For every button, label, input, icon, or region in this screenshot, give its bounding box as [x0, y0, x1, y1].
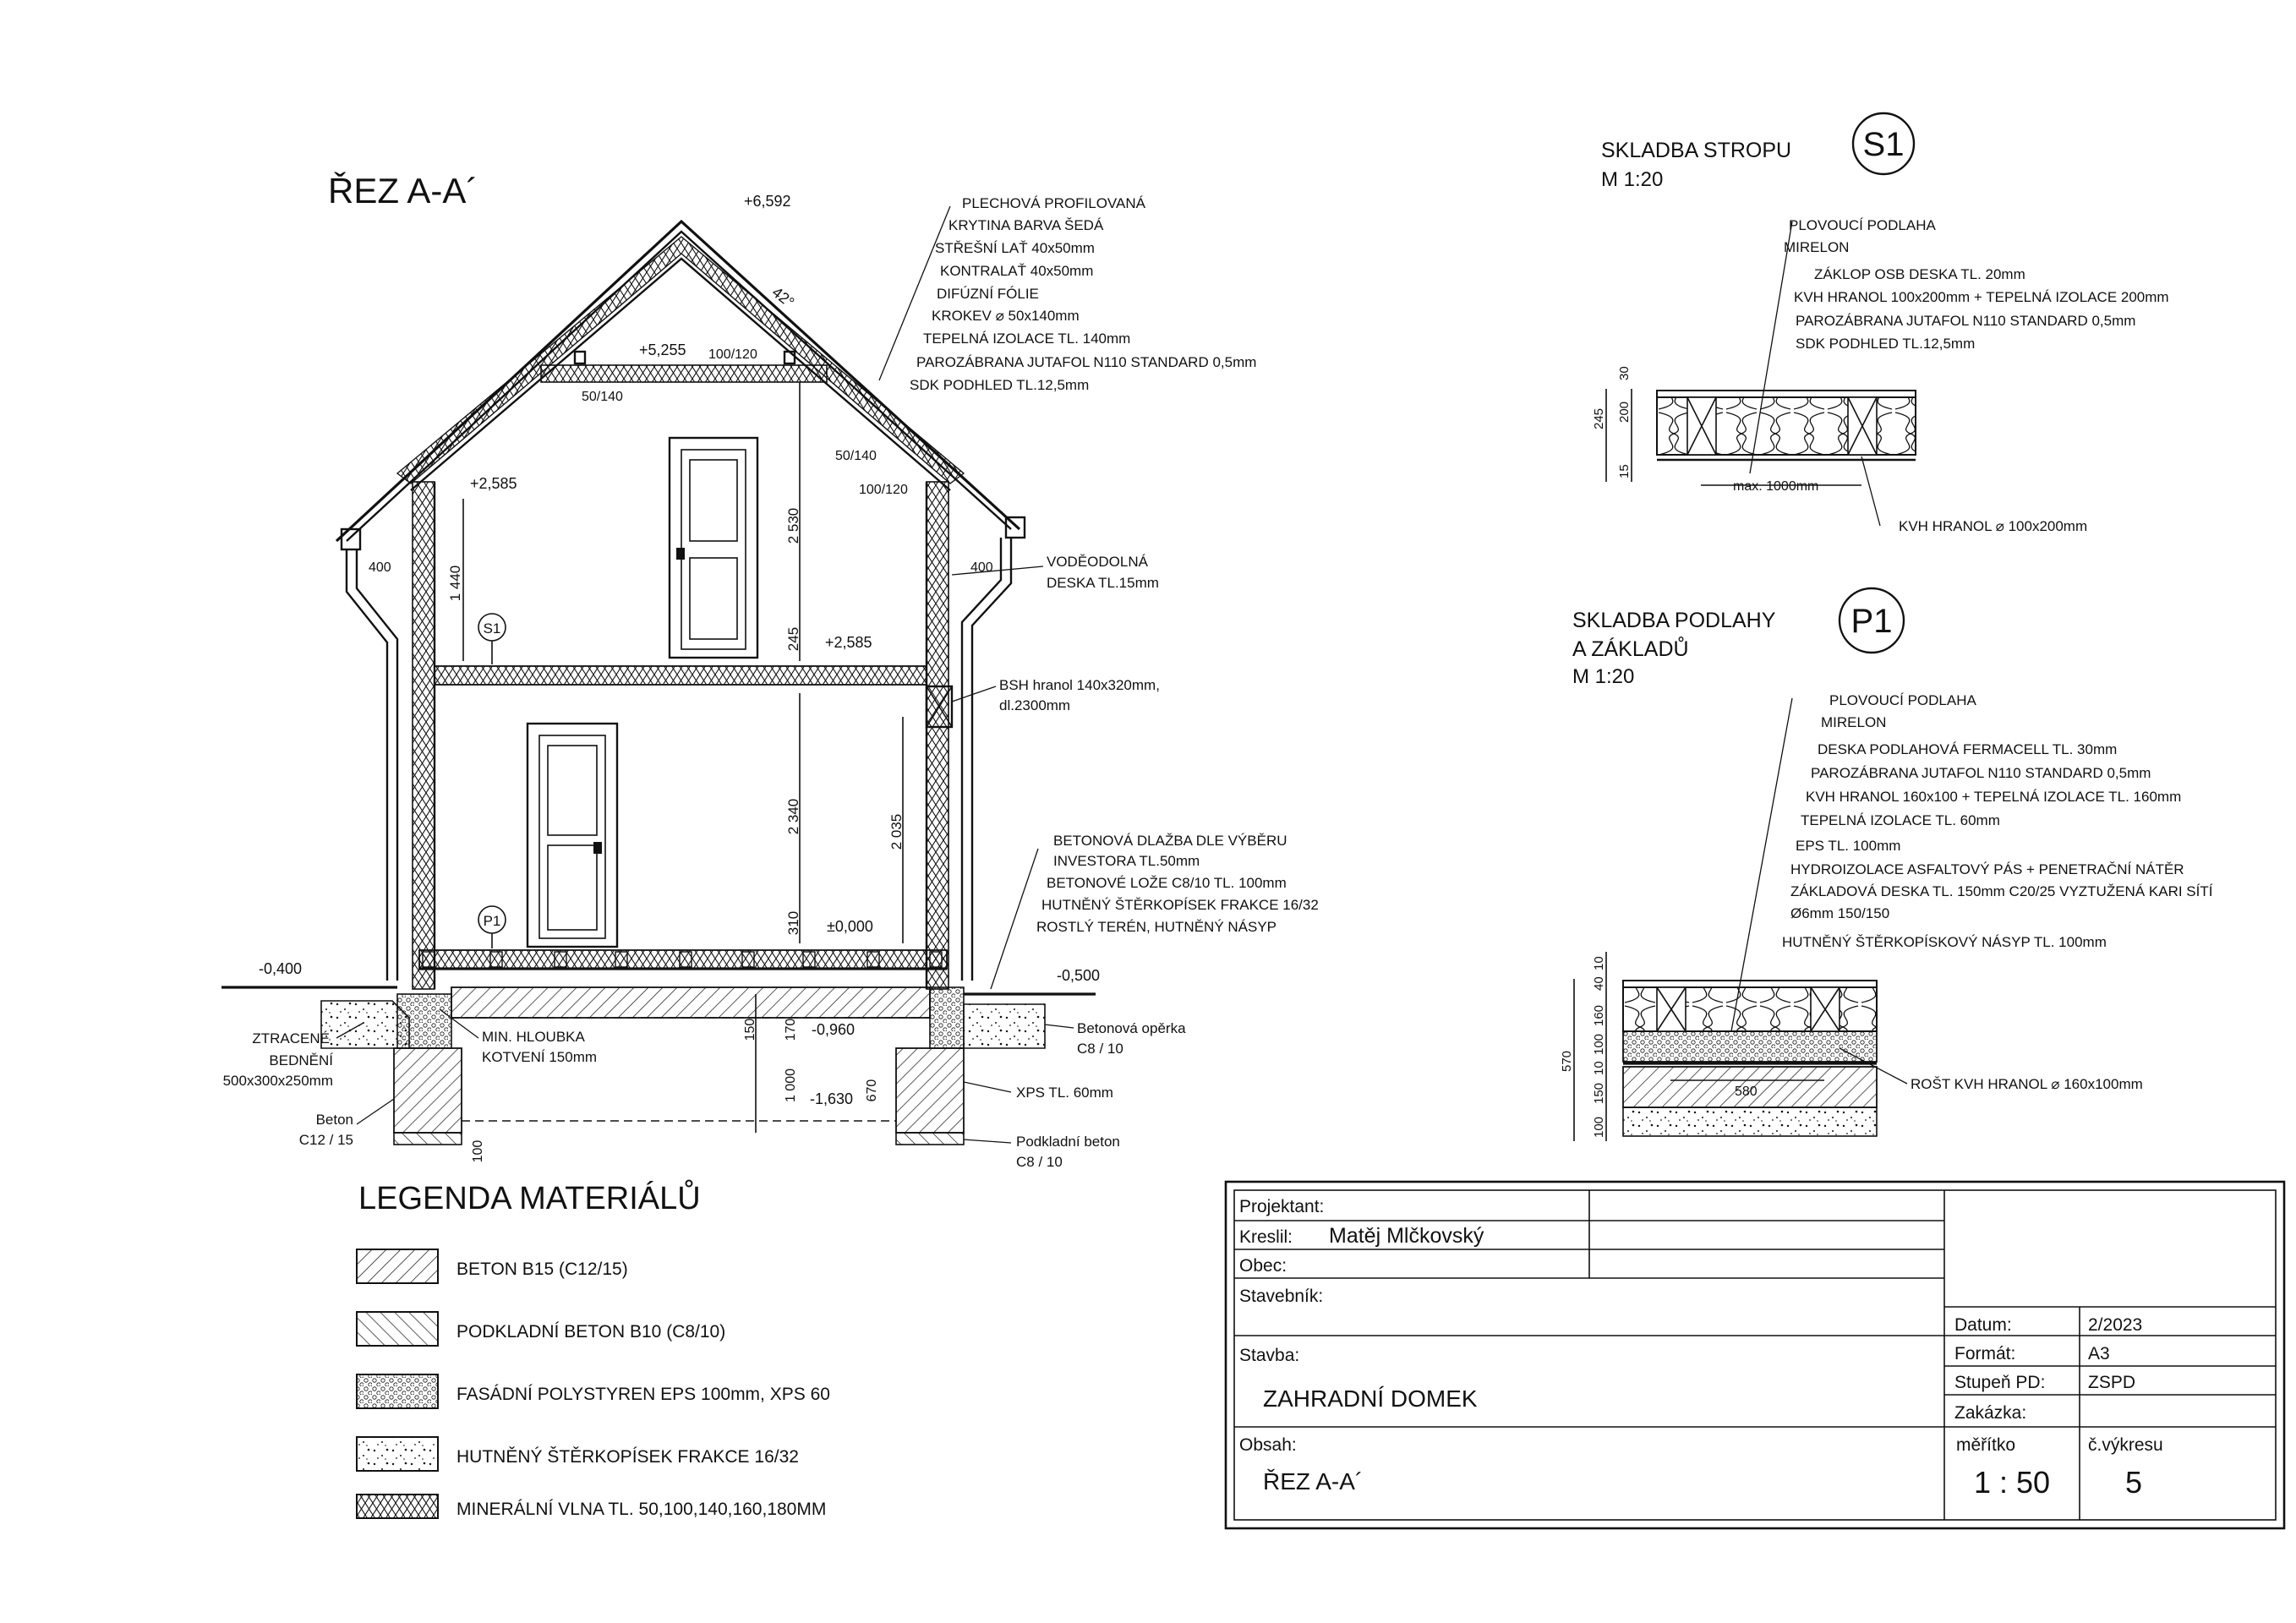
svg-text:Projektant:: Projektant: [1239, 1197, 1325, 1216]
svg-text:Podkladní beton: Podkladní beton [1016, 1134, 1120, 1150]
svg-text:ROSTLÝ TERÉN, HUTNĚNÝ NÁSYP: ROSTLÝ TERÉN, HUTNĚNÝ NÁSYP [1036, 919, 1277, 935]
svg-text:Obsah:: Obsah: [1239, 1435, 1297, 1455]
svg-text:500x300x250mm: 500x300x250mm [222, 1073, 333, 1089]
svg-text:50/140: 50/140 [835, 449, 877, 463]
sheet-number: 5 [2124, 1465, 2143, 1500]
svg-text:15: 15 [1617, 464, 1632, 478]
svg-text:SDK PODHLED TL.12,5mm: SDK PODHLED TL.12,5mm [910, 377, 1090, 393]
svg-text:200: 200 [1617, 401, 1632, 423]
title-block [1226, 1182, 2284, 1528]
left-wall [413, 482, 435, 989]
svg-text:KVH HRANOL ⌀ 100x200mm: KVH HRANOL ⌀ 100x200mm [1899, 518, 2088, 534]
right-wall [927, 482, 948, 989]
svg-text:A ZÁKLADŮ: A ZÁKLADŮ [1572, 637, 1689, 661]
svg-text:Obec:: Obec: [1239, 1256, 1287, 1276]
svg-text:100/120: 100/120 [859, 483, 908, 497]
svg-text:245: 245 [1592, 407, 1606, 429]
svg-text:2 035: 2 035 [888, 813, 905, 850]
svg-text:150: 150 [1592, 1082, 1606, 1104]
svg-text:C8 / 10: C8 / 10 [1077, 1041, 1123, 1057]
svg-text:M 1:20: M 1:20 [1572, 665, 1635, 688]
svg-text:PAROZÁBRANA JUTAFOL N110 STAND: PAROZÁBRANA JUTAFOL N110 STANDARD 0,5mm [1811, 765, 2151, 781]
svg-text:STŘEŠNÍ LAŤ 40x50mm: STŘEŠNÍ LAŤ 40x50mm [935, 240, 1095, 256]
svg-text:XPS TL. 60mm: XPS TL. 60mm [1016, 1085, 1113, 1101]
svg-text:BSH hranol 140x320mm,: BSH hranol 140x320mm, [999, 677, 1160, 693]
svg-text:P1: P1 [1850, 603, 1893, 640]
svg-text:HUTNĚNÝ ŠTĚRKOPÍSEK FRAKCE 16/: HUTNĚNÝ ŠTĚRKOPÍSEK FRAKCE 16/32 [456, 1447, 799, 1467]
project-name: ZAHRADNÍ DOMEK [1263, 1385, 1478, 1412]
svg-text:max. 1000mm: max. 1000mm [1733, 479, 1819, 494]
svg-text:TEPELNÁ IZOLACE TL. 60mm: TEPELNÁ IZOLACE TL. 60mm [1801, 812, 2000, 828]
svg-text:Stavebník:: Stavebník: [1239, 1287, 1324, 1306]
legend-item [357, 1374, 830, 1408]
svg-text:100/120: 100/120 [708, 347, 757, 362]
svg-text:SKLADBA PODLAHY: SKLADBA PODLAHY [1572, 609, 1776, 632]
ceiling-detail [1592, 113, 2169, 534]
svg-text:Datum:: Datum: [1954, 1315, 2012, 1335]
svg-text:DESKA PODLAHOVÁ FERMACELL TL.: DESKA PODLAHOVÁ FERMACELL TL. 30mm [1818, 741, 2118, 757]
svg-text:S1: S1 [483, 620, 501, 637]
svg-text:400: 400 [369, 560, 391, 575]
svg-text:měřítko: měřítko [1956, 1435, 2016, 1455]
svg-text:BETONOVÉ LOŽE C8/10 TL. 100mm: BETONOVÉ LOŽE C8/10 TL. 100mm [1047, 875, 1287, 891]
svg-text:570: 570 [1560, 1050, 1574, 1072]
marker-p1 [478, 906, 506, 948]
author-name: Matěj Mlčkovský [1329, 1224, 1484, 1248]
svg-text:PLECHOVÁ PROFILOVANÁ: PLECHOVÁ PROFILOVANÁ [962, 195, 1145, 211]
svg-text:10: 10 [1592, 956, 1606, 970]
svg-text:2/2023: 2/2023 [2088, 1315, 2143, 1335]
svg-text:EPS TL. 100mm: EPS TL. 100mm [1796, 838, 1901, 854]
legend-item [357, 1312, 725, 1346]
svg-text:KONTRALAŤ 40x50mm: KONTRALAŤ 40x50mm [940, 263, 1094, 279]
attic-ceiling [541, 365, 827, 382]
svg-text:MIRELON: MIRELON [1784, 239, 1850, 255]
section-title: ŘEZ A-A´ [328, 171, 478, 210]
svg-text:HUTNĚNÝ ŠTĚRKOPÍSKOVÝ NÁSYP TL: HUTNĚNÝ ŠTĚRKOPÍSKOVÝ NÁSYP TL. 100mm [1782, 934, 2107, 950]
svg-text:KROKEV ⌀ 50x140mm: KROKEV ⌀ 50x140mm [932, 308, 1080, 324]
svg-text:1 000: 1 000 [784, 1068, 798, 1103]
svg-text:A3: A3 [2088, 1344, 2110, 1363]
svg-text:SDK PODHLED TL.12,5mm: SDK PODHLED TL.12,5mm [1796, 336, 1976, 352]
svg-text:Betonová opěrka: Betonová opěrka [1077, 1020, 1186, 1036]
svg-text:1 440: 1 440 [447, 565, 463, 602]
svg-text:PAROZÁBRANA JUTAFOL N110 STAND: PAROZÁBRANA JUTAFOL N110 STANDARD 0,5mm [1796, 313, 2136, 329]
svg-text:M 1:20: M 1:20 [1601, 168, 1664, 191]
floor-detail [1560, 588, 2213, 1141]
svg-text:dl.2300mm: dl.2300mm [999, 697, 1071, 713]
svg-text:-0,400: -0,400 [259, 960, 303, 977]
marker-s1 [478, 614, 506, 664]
roof-insulation [397, 237, 964, 484]
svg-text:BEDNĚNÍ: BEDNĚNÍ [269, 1052, 333, 1068]
svg-text:Zakázka:: Zakázka: [1954, 1403, 2027, 1423]
svg-text:ZSPD: ZSPD [2088, 1373, 2136, 1392]
svg-text:+5,255: +5,255 [639, 342, 686, 358]
legend-title: LEGENDA MATERIÁLŮ [358, 1181, 701, 1216]
legend-item [357, 1249, 628, 1283]
svg-text:160: 160 [1592, 1004, 1606, 1026]
lower-door [528, 724, 617, 947]
sheet-content: ŘEZ A-A´ [1263, 1468, 1364, 1495]
svg-text:INVESTORA TL.50mm: INVESTORA TL.50mm [1053, 853, 1200, 869]
svg-text:2 530: 2 530 [785, 507, 801, 544]
svg-text:HUTNĚNÝ ŠTĚRKOPÍSEK FRAKCE 16/: HUTNĚNÝ ŠTĚRKOPÍSEK FRAKCE 16/32 [1041, 897, 1319, 913]
legend-item [357, 1437, 799, 1471]
ceiling-title: SKLADBA STROPU [1601, 139, 1792, 162]
svg-text:Beton: Beton [315, 1112, 353, 1128]
svg-text:245: 245 [785, 626, 801, 652]
svg-text:580: 580 [1735, 1085, 1758, 1099]
svg-text:+2,585: +2,585 [825, 634, 872, 651]
svg-text:Stavba:: Stavba: [1239, 1346, 1300, 1365]
svg-text:-0,500: -0,500 [1057, 967, 1101, 984]
svg-text:+2,585: +2,585 [470, 475, 517, 492]
scale-value: 1 : 50 [1973, 1465, 2051, 1500]
legend-item [357, 1495, 826, 1519]
svg-text:ZTRACENÉ: ZTRACENÉ [252, 1030, 330, 1046]
svg-text:100: 100 [1592, 1033, 1606, 1055]
svg-text:-1,630: -1,630 [810, 1090, 854, 1107]
svg-text:PLOVOUCÍ PODLAHA: PLOVOUCÍ PODLAHA [1789, 217, 1936, 233]
svg-text:100: 100 [1592, 1116, 1606, 1138]
svg-text:P1: P1 [483, 913, 501, 929]
svg-text:40: 40 [1592, 976, 1606, 991]
svg-text:-0,960: -0,960 [812, 1021, 856, 1038]
svg-text:±0,000: ±0,000 [827, 918, 873, 935]
svg-text:150: 150 [743, 1018, 757, 1041]
svg-text:Ø6mm 150/150: Ø6mm 150/150 [1790, 905, 1890, 921]
svg-text:č.výkresu: č.výkresu [2088, 1435, 2163, 1455]
svg-text:FASÁDNÍ POLYSTYREN EPS 100mm,: FASÁDNÍ POLYSTYREN EPS 100mm, XPS 60 [456, 1385, 830, 1404]
svg-text:42°: 42° [768, 283, 798, 311]
terrace-callouts [991, 833, 1319, 989]
svg-text:KRYTINA BARVA ŠEDÁ: KRYTINA BARVA ŠEDÁ [948, 217, 1104, 233]
svg-text:MINERÁLNÍ VLNA TL. 50,100,140,: MINERÁLNÍ VLNA TL. 50,100,140,160,180MM [456, 1500, 827, 1519]
svg-text:TEPELNÁ IZOLACE TL. 140mm: TEPELNÁ IZOLACE TL. 140mm [923, 331, 1131, 347]
svg-text:400: 400 [970, 560, 993, 575]
svg-text:170: 170 [784, 1018, 798, 1041]
svg-text:MIN. HLOUBKA: MIN. HLOUBKA [482, 1029, 585, 1045]
svg-text:2 340: 2 340 [785, 798, 801, 835]
svg-text:C12 / 15: C12 / 15 [298, 1132, 353, 1148]
foundation [321, 987, 1045, 1145]
svg-text:HYDROIZOLACE ASFALTOVÝ PÁS + P: HYDROIZOLACE ASFALTOVÝ PÁS + PENETRAČNÍ NÁTĚR [1790, 861, 2184, 877]
svg-text:DESKA TL.15mm: DESKA TL.15mm [1047, 575, 1159, 591]
svg-text:310: 310 [785, 910, 801, 936]
svg-text:MIRELON: MIRELON [1821, 714, 1887, 730]
section-drawing [221, 171, 1319, 1170]
svg-text:50/140: 50/140 [582, 390, 623, 404]
svg-text:PLOVOUCÍ PODLAHA: PLOVOUCÍ PODLAHA [1829, 692, 1976, 708]
svg-text:C8 / 10: C8 / 10 [1016, 1154, 1063, 1170]
svg-text:VODĚODOLNÁ: VODĚODOLNÁ [1047, 554, 1148, 570]
svg-text:ZÁKLADOVÁ DESKA TL. 150mm C20/: ZÁKLADOVÁ DESKA TL. 150mm C20/25 VYZTUŽENÁ KARI SÍTÍ [1790, 883, 2213, 899]
legend [357, 1178, 830, 1519]
svg-text:30: 30 [1617, 366, 1632, 380]
svg-text:KVH HRANOL 160x100 + TEPELNÁ I: KVH HRANOL 160x100 + TEPELNÁ IZOLACE TL. 160mm [1806, 789, 2182, 805]
svg-text:10: 10 [1592, 1061, 1606, 1075]
svg-text:ZÁKLOP OSB DESKA TL. 20mm: ZÁKLOP OSB DESKA TL. 20mm [1814, 266, 2025, 282]
svg-text:PAROZÁBRANA JUTAFOL N110 STAND: PAROZÁBRANA JUTAFOL N110 STANDARD 0,5mm [916, 354, 1257, 370]
svg-text:BETON B15 (C12/15): BETON B15 (C12/15) [456, 1260, 628, 1279]
svg-text:Formát:: Formát: [1954, 1344, 2016, 1363]
svg-text:670: 670 [865, 1079, 879, 1102]
upper-door [670, 438, 757, 658]
svg-text:ROŠT KVH HRANOL ⌀ 160x100mm: ROŠT KVH HRANOL ⌀ 160x100mm [1911, 1076, 2143, 1092]
svg-text:S1: S1 [1862, 126, 1905, 163]
svg-text:+6,592: +6,592 [744, 193, 791, 210]
svg-text:100: 100 [471, 1139, 485, 1163]
svg-text:PODKLADNÍ BETON B10 (C8/10): PODKLADNÍ BETON B10 (C8/10) [456, 1322, 726, 1342]
svg-text:BETONOVÁ DLAŽBA DLE VÝBĚRU: BETONOVÁ DLAŽBA DLE VÝBĚRU [1053, 833, 1287, 849]
svg-text:KVH HRANOL 100x200mm + TEPELNÁ: KVH HRANOL 100x200mm + TEPELNÁ IZOLACE 200mm [1794, 289, 2169, 305]
svg-text:Stupeň PD:: Stupeň PD: [1954, 1373, 2046, 1392]
svg-text:KOTVENÍ 150mm: KOTVENÍ 150mm [482, 1049, 598, 1065]
roof-callouts [879, 195, 1256, 393]
svg-text:Kreslil:: Kreslil: [1239, 1227, 1293, 1247]
svg-text:DIFÚZNÍ FÓLIE: DIFÚZNÍ FÓLIE [937, 286, 1039, 302]
floor2-slab [435, 666, 927, 685]
